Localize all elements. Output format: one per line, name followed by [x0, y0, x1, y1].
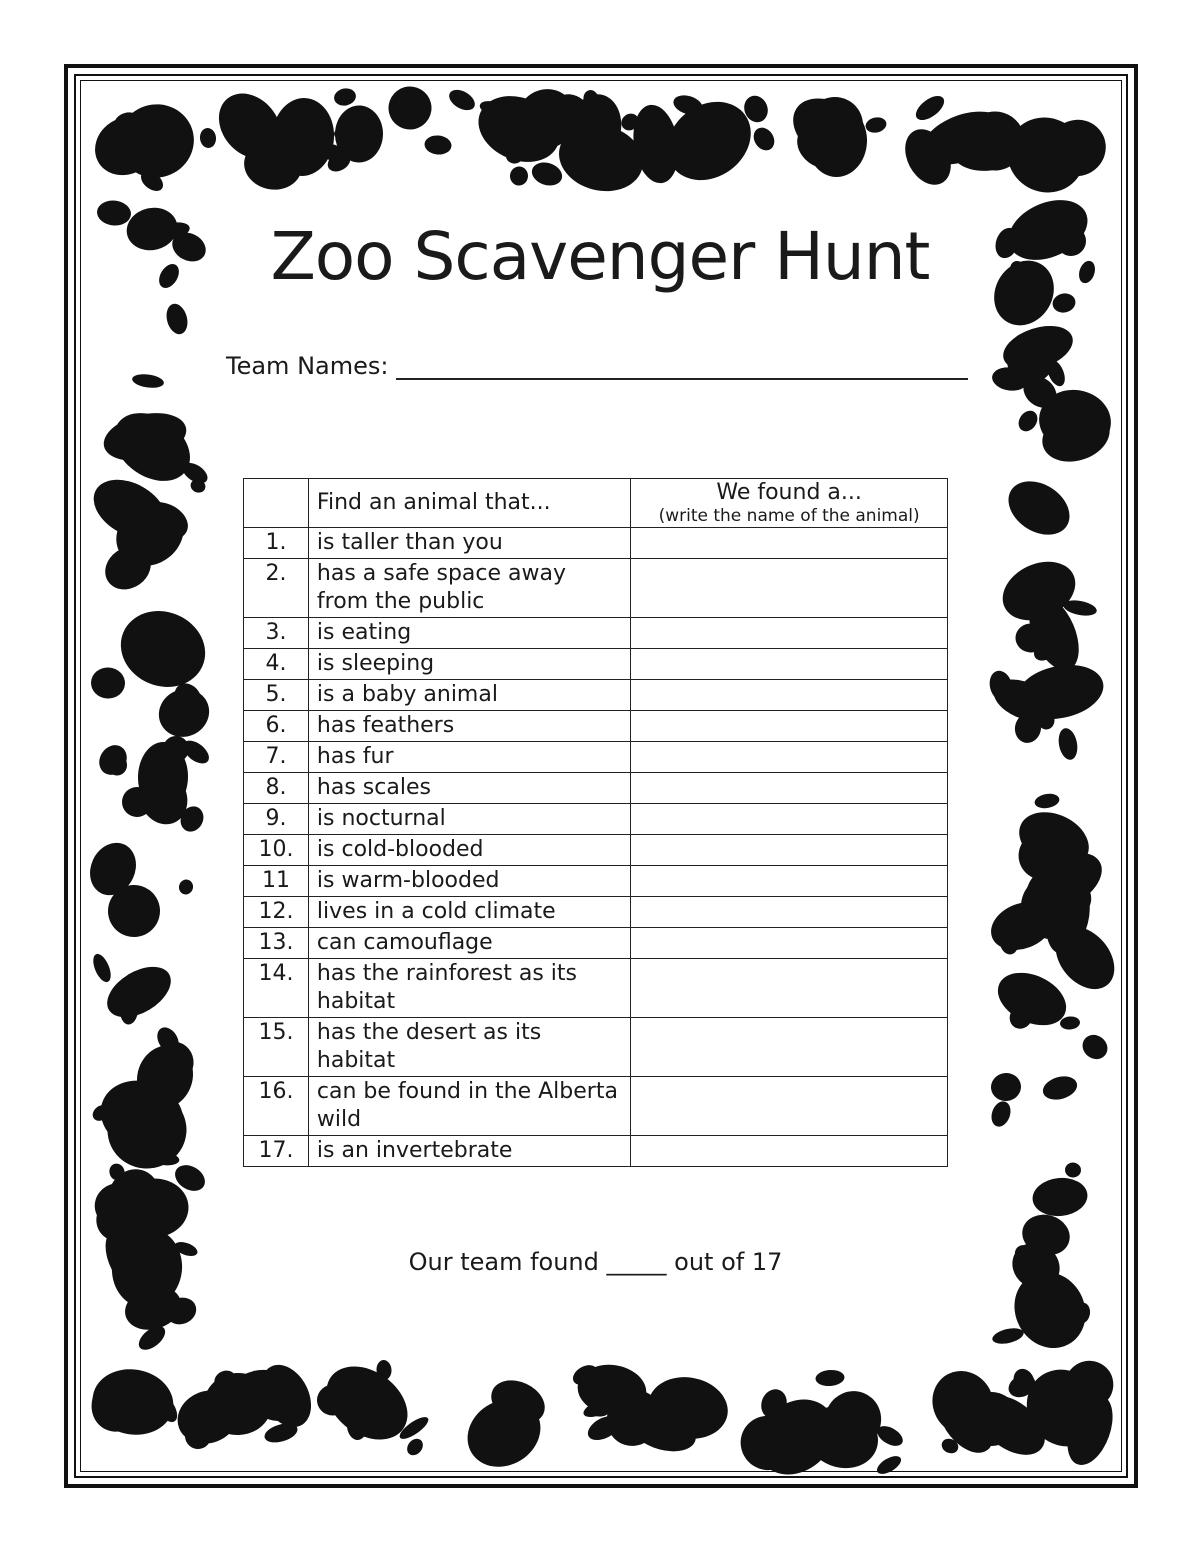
header-found-cell: [631, 479, 948, 528]
row-criteria: is warm-blooded: [308, 866, 630, 897]
row-answer-cell[interactable]: [631, 773, 948, 804]
row-criteria: has fur: [308, 742, 630, 773]
row-number: 17.: [244, 1136, 309, 1167]
team-names-label: Team Names:: [226, 352, 389, 380]
table-row: [244, 711, 948, 742]
table-row: [244, 1077, 948, 1136]
table-row: [244, 559, 948, 618]
row-answer-cell[interactable]: [631, 742, 948, 773]
row-answer-cell[interactable]: [631, 897, 948, 928]
row-number: 2.: [244, 559, 309, 618]
table-row: [244, 959, 948, 1018]
header-find-cell: Find an animal that...: [308, 479, 630, 528]
row-number: 8.: [244, 773, 309, 804]
row-answer-cell[interactable]: [631, 618, 948, 649]
table-row: [244, 773, 948, 804]
row-answer-cell[interactable]: [631, 528, 948, 559]
row-criteria: is eating: [308, 618, 630, 649]
table-row: [244, 866, 948, 897]
score-label-after: out of 17: [674, 1248, 783, 1276]
team-names-line: [226, 352, 968, 380]
row-criteria: is sleeping: [308, 649, 630, 680]
row-criteria: has a safe space away from the public: [308, 559, 630, 618]
page-title: Zoo Scavenger Hunt: [270, 218, 930, 295]
table-row: [244, 649, 948, 680]
row-criteria: has feathers: [308, 711, 630, 742]
scavenger-hunt-table: [243, 478, 948, 1167]
row-criteria: is nocturnal: [308, 804, 630, 835]
team-names-blank[interactable]: [396, 352, 968, 380]
team-score-line: [243, 1248, 948, 1276]
row-criteria: can camouflage: [308, 928, 630, 959]
row-number: 5.: [244, 680, 309, 711]
row-number: 7.: [244, 742, 309, 773]
row-answer-cell[interactable]: [631, 649, 948, 680]
table-row: [244, 528, 948, 559]
header-found-label: We found a...: [716, 480, 862, 505]
row-answer-cell[interactable]: [631, 959, 948, 1018]
row-number: 3.: [244, 618, 309, 649]
row-number: 15.: [244, 1018, 309, 1077]
row-number: 12.: [244, 897, 309, 928]
row-number: 14.: [244, 959, 309, 1018]
row-criteria: is an invertebrate: [308, 1136, 630, 1167]
table-row: [244, 928, 948, 959]
row-number: 11: [244, 866, 309, 897]
row-answer-cell[interactable]: [631, 928, 948, 959]
row-answer-cell[interactable]: [631, 1136, 948, 1167]
row-criteria: has the rainforest as its habitat: [308, 959, 630, 1018]
table-row: [244, 680, 948, 711]
header-found-sublabel: (write the name of the animal): [658, 506, 920, 526]
row-number: 6.: [244, 711, 309, 742]
row-answer-cell[interactable]: [631, 559, 948, 618]
row-number: 13.: [244, 928, 309, 959]
row-criteria: is taller than you: [308, 528, 630, 559]
row-number: 1.: [244, 528, 309, 559]
table-row: [244, 804, 948, 835]
row-answer-cell[interactable]: [631, 835, 948, 866]
row-answer-cell[interactable]: [631, 1077, 948, 1136]
table-row: [244, 1018, 948, 1077]
row-criteria: is a baby animal: [308, 680, 630, 711]
table-row: [244, 742, 948, 773]
row-number: 16.: [244, 1077, 309, 1136]
score-blank[interactable]: _____: [606, 1248, 667, 1276]
row-answer-cell[interactable]: [631, 866, 948, 897]
table-header-row: [244, 479, 948, 528]
row-criteria: lives in a cold climate: [308, 897, 630, 928]
row-number: 4.: [244, 649, 309, 680]
table-row: [244, 897, 948, 928]
row-criteria: can be found in the Alberta wild: [308, 1077, 630, 1136]
row-number: 9.: [244, 804, 309, 835]
table-row: [244, 1136, 948, 1167]
header-number-cell: [244, 479, 309, 528]
row-criteria: has scales: [308, 773, 630, 804]
score-label-before: Our team found: [408, 1248, 599, 1276]
row-answer-cell[interactable]: [631, 680, 948, 711]
table-row: [244, 835, 948, 866]
table-row: [244, 618, 948, 649]
row-criteria: is cold-blooded: [308, 835, 630, 866]
row-answer-cell[interactable]: [631, 1018, 948, 1077]
row-criteria: has the desert as its habitat: [308, 1018, 630, 1077]
row-number: 10.: [244, 835, 309, 866]
row-answer-cell[interactable]: [631, 804, 948, 835]
row-answer-cell[interactable]: [631, 711, 948, 742]
